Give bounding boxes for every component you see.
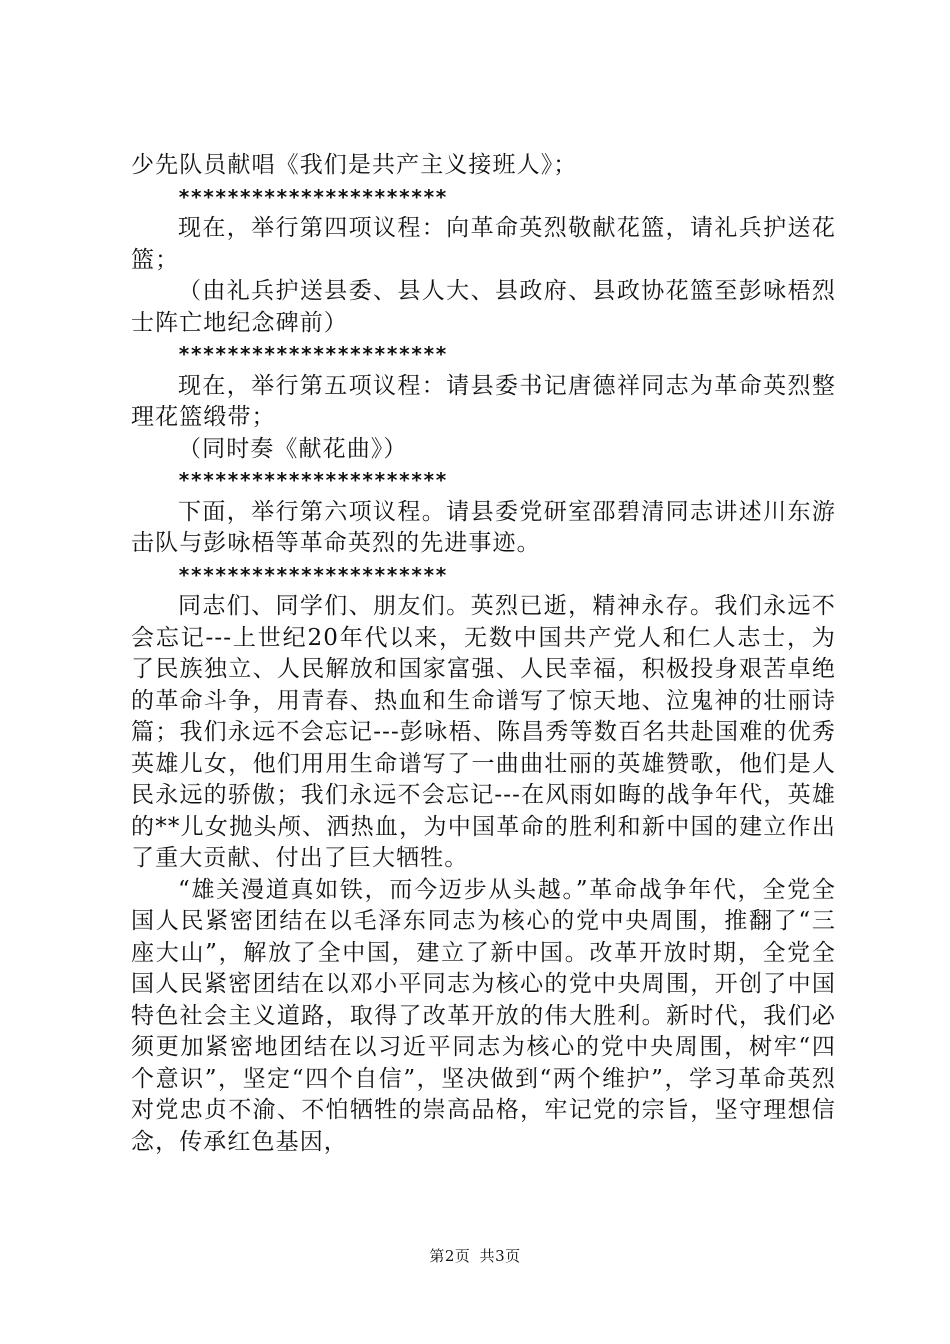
page-footer [0, 1245, 950, 1266]
paragraph: 现在，举行第四项议程：向革命英烈敬献花篮，请礼兵护送花篮； [131, 215, 836, 273]
paragraph: 少先队员献唱《我们是共产主义接班人》； [131, 152, 578, 178]
paragraph: “雄关漫道真如铁，而今迈步从头越。”革命战争年代，全党全国人民紧密团结在以毛泽东同志为核心的党中央周围，推翻了“三座大山”，解放了全中国，建立了新中国。改革开放时期，全党全国人民紧密团结在以邓小平同志为核心的党中央周围，开创了中国特色社会主义道路，取得了改革开放的伟大胜利。新时代，我们必须更加紧密地团结在以习近平同志为核心的党中央周围，树牢“四个意识”，坚定“四个自信”，坚决做到“两个维护”，学习革命英烈对党忠贞不渝、不怕牺牲的崇高品格，牢记党的宗旨，坚守理想信念，传承红色基因， [131, 876, 836, 1155]
separator-line: ********************** [178, 562, 448, 587]
paragraph: 同志们、同学们、朋友们。英烈已逝，精神永存。我们永远不会忘记---上世纪20年代以来，无数中国共产党人和仁人志士，为了民族独立、人民解放和国家富强、人民幸福，积极投身艰苦卓绝的革命斗争，用青春、热血和生命谱写了惊天地、泣鬼神的壮丽诗篇；我们永远不会忘记---彭咏梧、陈昌秀等数百名共赴国难的优秀英雄儿女，他们用用生命谱写了一曲曲壮丽的英雄赞歌，他们是人民永远的骄傲；我们永远不会忘记---在风雨如晦的战争年代，英雄的**儿女抛头颅、洒热血，为中国革命的胜利和新中国的建立作出了重大贡献、付出了巨大牺牲。 [131, 593, 836, 871]
separator-line: ********************** [178, 184, 448, 209]
separator-line: ********************** [178, 468, 448, 492]
separator-line: ********************** [178, 342, 448, 366]
page-number: 第2页 [429, 1247, 471, 1265]
paragraph: （同时奏《献花曲》） [178, 435, 408, 462]
paragraph: （由礼兵护送县委、县人大、县政府、县政协花篮至彭咏梧烈士阵亡地纪念碑前） [131, 278, 836, 336]
page-total: 共3页 [479, 1247, 521, 1265]
document-body [131, 150, 836, 1158]
paragraph: 现在，举行第五项议程：请县委书记唐德祥同志为革命英烈整理花篮缎带； [131, 372, 836, 430]
paragraph: 下面，举行第六项议程。请县委党研室邵碧清同志讲述川东游击队与彭咏梧等革命英烈的先进事迹。 [131, 498, 836, 556]
